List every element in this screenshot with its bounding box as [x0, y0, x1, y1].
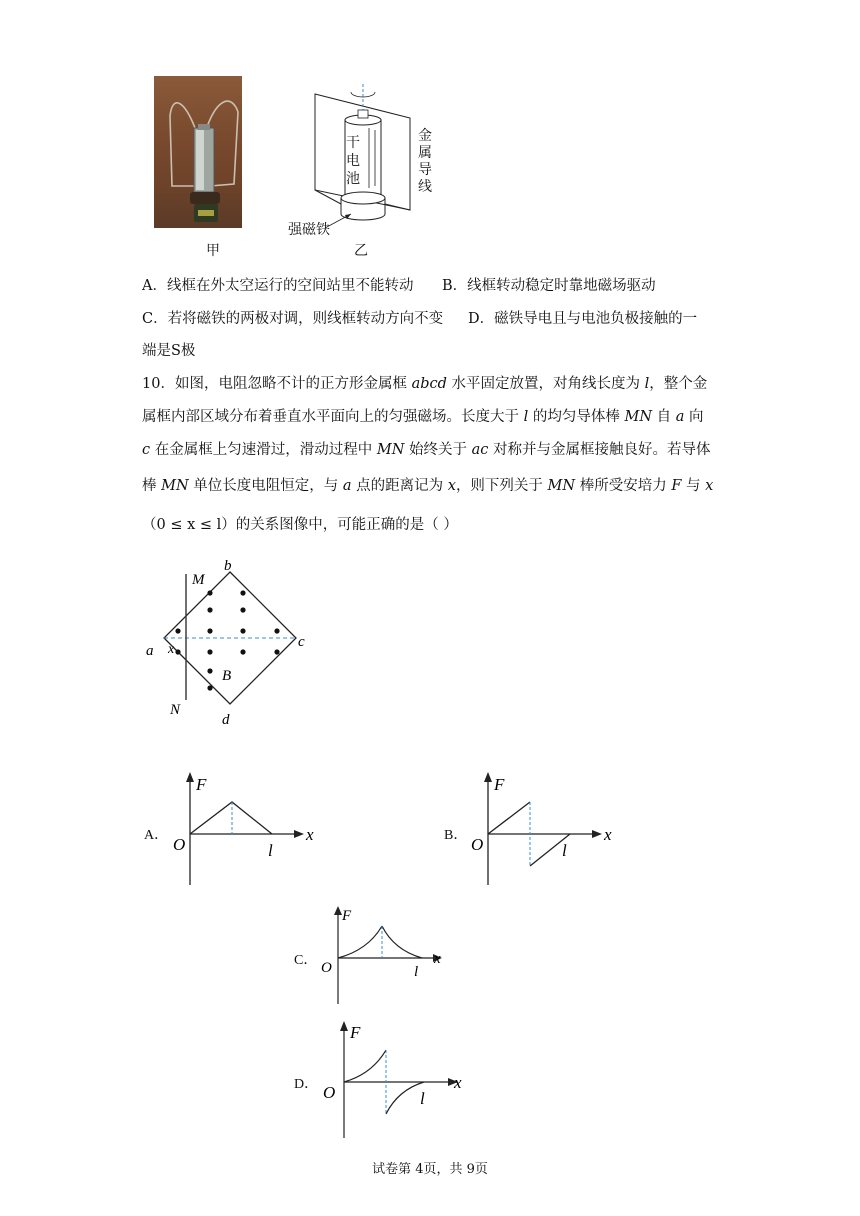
label-c: c: [298, 634, 305, 650]
q10-line-2: 属框内部区域分布着垂直水平面向上的匀强磁场。长度大于 l 的均匀导体棒 MN 自 a 向: [142, 409, 704, 425]
svg-text:O: O: [173, 835, 186, 854]
photo-jia: [154, 76, 242, 228]
svg-text:l: l: [420, 1089, 425, 1108]
label-x: x: [168, 642, 175, 657]
q9-option-d-cont: 端是S极: [142, 343, 196, 359]
option-d-label: D．: [294, 1077, 319, 1092]
label-M: M: [192, 572, 205, 588]
label-d: d: [222, 712, 230, 728]
graph-option-a: [170, 770, 320, 890]
square-frame-figure: [140, 560, 320, 730]
q10-line-5: （0 ≤ x ≤ l）的关系图像中，可能正确的是（ ）: [142, 517, 458, 533]
svg-text:x: x: [604, 825, 612, 844]
svg-text:x: x: [434, 951, 441, 967]
caption-jia: 甲: [206, 243, 220, 259]
svg-text:O: O: [321, 960, 332, 976]
svg-text:O: O: [323, 1083, 336, 1102]
label-wire: 金属导线: [418, 128, 432, 195]
label-B: B: [222, 668, 232, 684]
page-footer: 试卷第 4页，共 9页: [372, 1162, 488, 1177]
svg-text:l: l: [562, 841, 567, 860]
q9-option-c: C．若将磁铁的两极对调，则线框转动方向不变: [142, 311, 444, 327]
option-c-label: C．: [294, 953, 318, 968]
label-b: b: [224, 560, 232, 574]
svg-text:l: l: [268, 841, 273, 860]
svg-text:F: F: [350, 1023, 361, 1042]
svg-text:F: F: [342, 908, 352, 924]
graph-option-b: [468, 770, 618, 890]
graph-option-c: [318, 904, 458, 1008]
svg-text:x: x: [306, 825, 314, 844]
svg-text:O: O: [471, 835, 484, 854]
q10-line-4: 棒 MN 单位长度电阻恒定，与 a 点的距离记为 x，则下列关于 MN 棒所受安培力 F 与 x: [142, 478, 714, 494]
svg-text:x: x: [454, 1073, 462, 1092]
svg-text:l: l: [414, 964, 419, 980]
q9-option-a: A．线框在外太空运行的空间站里不能转动: [142, 278, 414, 294]
label-N: N: [170, 702, 181, 718]
graph-option-d: [320, 1018, 470, 1140]
q9-option-b: B．线框转动稳定时靠地磁场驱动: [442, 278, 656, 294]
label-battery: 干电池: [346, 135, 360, 187]
label-magnet: 强磁铁: [288, 222, 330, 238]
svg-text:F: F: [196, 775, 207, 794]
label-a: a: [146, 643, 154, 659]
caption-yi: 乙: [354, 243, 368, 259]
option-a-label: A．: [144, 828, 169, 843]
photo-jia-drawing: [154, 76, 242, 228]
q9-option-d: D．磁铁导电且与电池负极接触的一: [468, 311, 698, 327]
q10-line-1: 10．如图，电阻忽略不计的正方形金属框 abcd 水平固定放置，对角线长度为 l，整个金: [142, 376, 708, 392]
svg-text:F: F: [494, 775, 505, 794]
q10-line-3: c 在金属框上匀速滑过，滑动过程中 MN 始终关于 ac 对称并与金属框接触良好。若导体: [142, 442, 711, 458]
option-b-label: B．: [444, 828, 468, 843]
